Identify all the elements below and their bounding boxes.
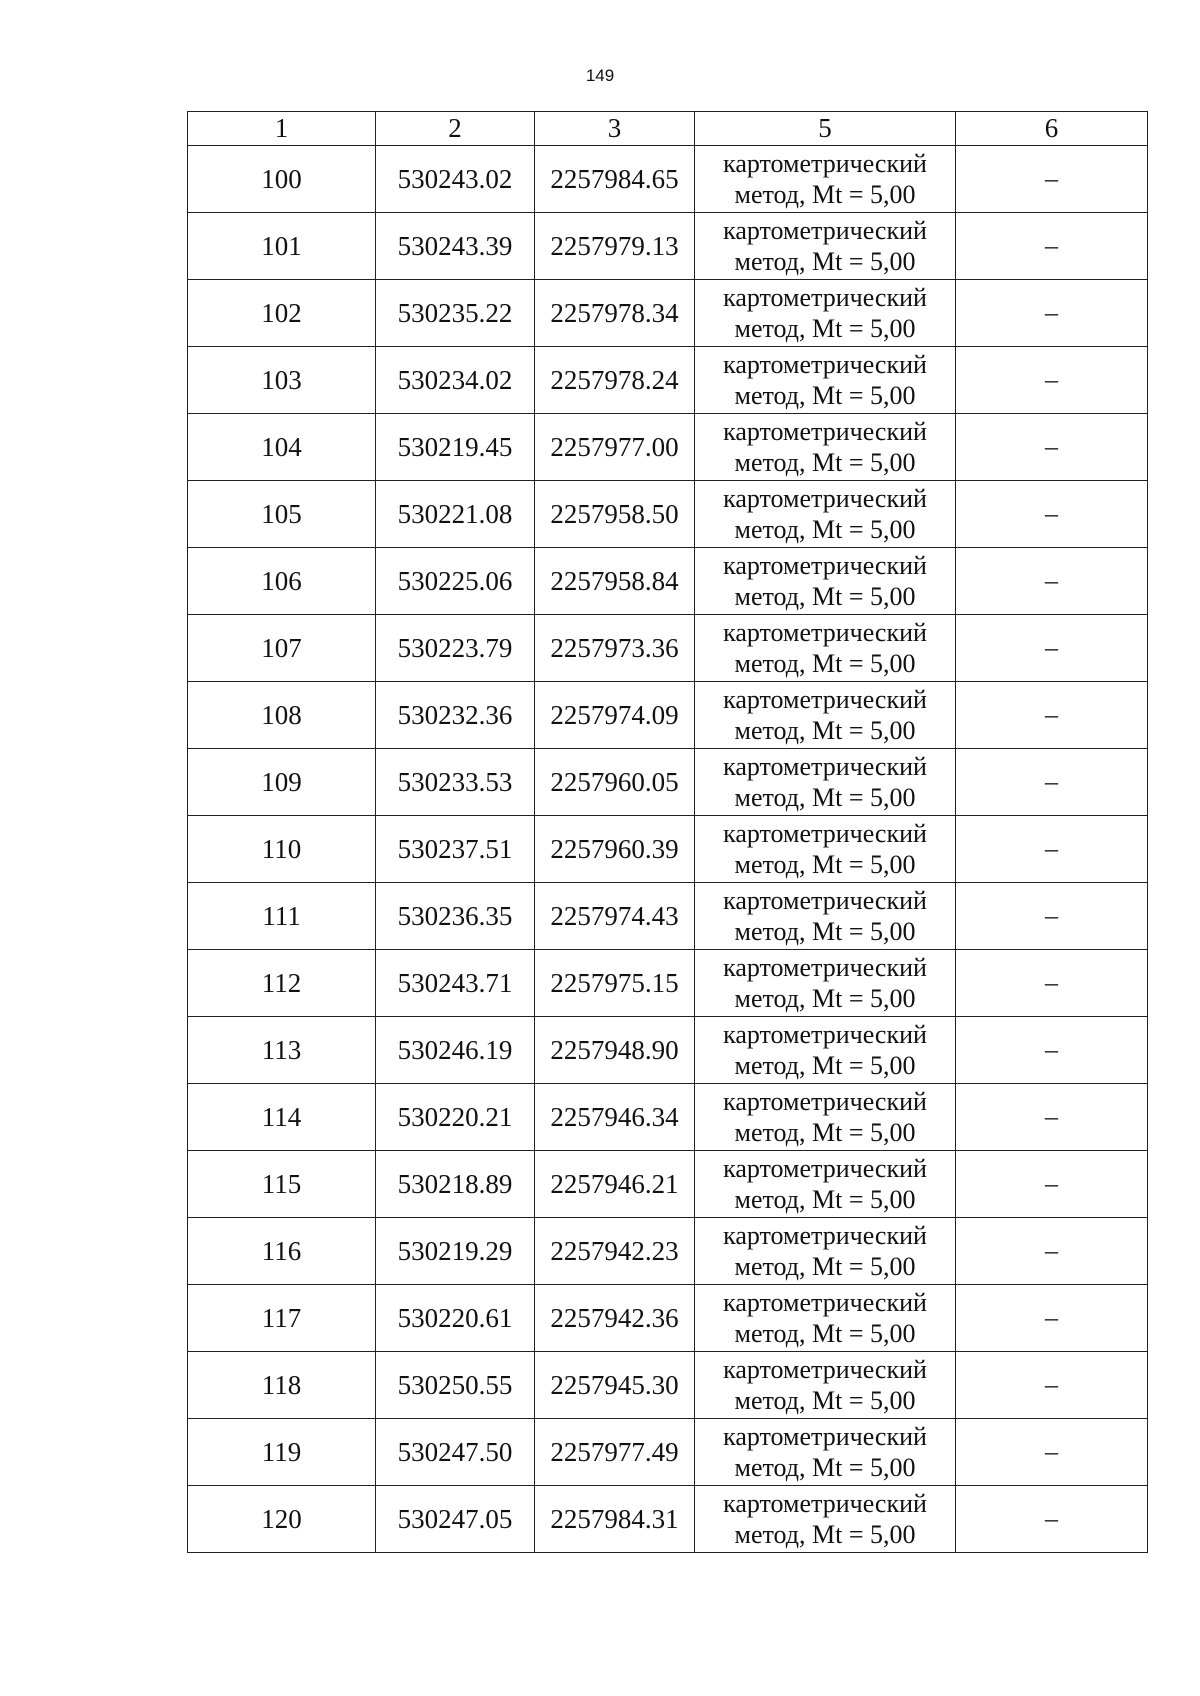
x-coordinate-cell: 530243.02 — [376, 146, 535, 213]
point-number-cell: 112 — [188, 950, 376, 1017]
method-line-1: картометрический — [723, 953, 927, 982]
point-number-cell: 120 — [188, 1486, 376, 1553]
method-line-2: метод, Mt = 5,00 — [734, 649, 916, 678]
note-cell: – — [956, 1352, 1148, 1419]
method-line-1: картометрический — [723, 819, 927, 848]
method-cell — [695, 414, 956, 481]
table-row — [188, 950, 1148, 1017]
table-row — [188, 347, 1148, 414]
table-row — [188, 749, 1148, 816]
y-coordinate-cell: 2257960.39 — [535, 816, 695, 883]
y-coordinate-cell: 2257977.00 — [535, 414, 695, 481]
y-coordinate-cell: 2257948.90 — [535, 1017, 695, 1084]
note-cell: – — [956, 950, 1148, 1017]
y-coordinate-cell: 2257984.65 — [535, 146, 695, 213]
method-line-1: картометрический — [723, 283, 927, 312]
x-coordinate-cell: 530243.39 — [376, 213, 535, 280]
note-cell: – — [956, 146, 1148, 213]
point-number-cell: 113 — [188, 1017, 376, 1084]
method-line-1: картометрический — [723, 1020, 927, 1049]
table-body — [188, 146, 1148, 1553]
x-coordinate-cell: 530233.53 — [376, 749, 535, 816]
method-cell — [695, 481, 956, 548]
x-coordinate-cell: 530247.50 — [376, 1419, 535, 1486]
table-row — [188, 682, 1148, 749]
y-coordinate-cell: 2257960.05 — [535, 749, 695, 816]
x-coordinate-cell: 530235.22 — [376, 280, 535, 347]
method-line-1: картометрический — [723, 886, 927, 915]
x-coordinate-cell: 530220.21 — [376, 1084, 535, 1151]
note-cell: – — [956, 883, 1148, 950]
method-line-1: картометрический — [723, 417, 927, 446]
method-cell — [695, 1084, 956, 1151]
method-line-2: метод, Mt = 5,00 — [734, 917, 916, 946]
x-coordinate-cell: 530247.05 — [376, 1486, 535, 1553]
y-coordinate-cell: 2257942.36 — [535, 1285, 695, 1352]
table-row — [188, 1017, 1148, 1084]
point-number-cell: 103 — [188, 347, 376, 414]
method-line-2: метод, Mt = 5,00 — [734, 1520, 916, 1549]
point-number-cell: 100 — [188, 146, 376, 213]
note-cell: – — [956, 347, 1148, 414]
header-row — [188, 112, 1148, 146]
method-line-2: метод, Mt = 5,00 — [734, 1252, 916, 1281]
y-coordinate-cell: 2257946.34 — [535, 1084, 695, 1151]
note-cell: – — [956, 749, 1148, 816]
table-header — [188, 112, 1148, 146]
point-number-cell: 110 — [188, 816, 376, 883]
x-coordinate-cell: 530219.45 — [376, 414, 535, 481]
method-line-2: метод, Mt = 5,00 — [734, 783, 916, 812]
x-coordinate-cell: 530236.35 — [376, 883, 535, 950]
method-line-1: картометрический — [723, 484, 927, 513]
table-row — [188, 816, 1148, 883]
column-header-note: 6 — [956, 112, 1148, 146]
method-line-2: метод, Mt = 5,00 — [734, 1386, 916, 1415]
coordinates-table — [187, 111, 1148, 1553]
method-line-1: картометрический — [723, 618, 927, 647]
note-cell: – — [956, 1017, 1148, 1084]
point-number-cell: 119 — [188, 1419, 376, 1486]
method-line-1: картометрический — [723, 1422, 927, 1451]
method-cell — [695, 615, 956, 682]
table-row — [188, 1285, 1148, 1352]
method-line-2: метод, Mt = 5,00 — [734, 448, 916, 477]
table-row — [188, 1218, 1148, 1285]
y-coordinate-cell: 2257973.36 — [535, 615, 695, 682]
method-line-2: метод, Mt = 5,00 — [734, 1051, 916, 1080]
method-line-1: картометрический — [723, 1355, 927, 1384]
note-cell: – — [956, 280, 1148, 347]
x-coordinate-cell: 530220.61 — [376, 1285, 535, 1352]
table-row — [188, 615, 1148, 682]
note-cell: – — [956, 213, 1148, 280]
method-cell — [695, 1419, 956, 1486]
method-line-2: метод, Mt = 5,00 — [734, 314, 916, 343]
method-line-2: метод, Mt = 5,00 — [734, 247, 916, 276]
method-line-1: картометрический — [723, 350, 927, 379]
x-coordinate-cell: 530243.71 — [376, 950, 535, 1017]
note-cell: – — [956, 1486, 1148, 1553]
table-row — [188, 481, 1148, 548]
point-number-cell: 108 — [188, 682, 376, 749]
y-coordinate-cell: 2257979.13 — [535, 213, 695, 280]
note-cell: – — [956, 481, 1148, 548]
y-coordinate-cell: 2257942.23 — [535, 1218, 695, 1285]
x-coordinate-cell: 530246.19 — [376, 1017, 535, 1084]
x-coordinate-cell: 530237.51 — [376, 816, 535, 883]
method-cell — [695, 1151, 956, 1218]
table-row — [188, 414, 1148, 481]
column-header-method: 5 — [695, 112, 956, 146]
column-header-y: 3 — [535, 112, 695, 146]
y-coordinate-cell: 2257974.09 — [535, 682, 695, 749]
page-number: 149 — [585, 66, 615, 85]
method-cell — [695, 1352, 956, 1419]
x-coordinate-cell: 530219.29 — [376, 1218, 535, 1285]
y-coordinate-cell: 2257974.43 — [535, 883, 695, 950]
method-line-2: метод, Mt = 5,00 — [734, 1185, 916, 1214]
column-header-x: 2 — [376, 112, 535, 146]
table-row — [188, 883, 1148, 950]
point-number-cell: 117 — [188, 1285, 376, 1352]
point-number-cell: 111 — [188, 883, 376, 950]
table-row — [188, 1084, 1148, 1151]
point-number-cell: 116 — [188, 1218, 376, 1285]
point-number-cell: 118 — [188, 1352, 376, 1419]
method-line-2: метод, Mt = 5,00 — [734, 1118, 916, 1147]
method-line-2: метод, Mt = 5,00 — [734, 515, 916, 544]
note-cell: – — [956, 1285, 1148, 1352]
point-number-cell: 115 — [188, 1151, 376, 1218]
x-coordinate-cell: 530223.79 — [376, 615, 535, 682]
method-line-1: картометрический — [723, 685, 927, 714]
method-line-1: картометрический — [723, 1221, 927, 1250]
method-cell — [695, 682, 956, 749]
method-cell — [695, 280, 956, 347]
point-number-cell: 106 — [188, 548, 376, 615]
table-row — [188, 280, 1148, 347]
method-line-2: метод, Mt = 5,00 — [734, 716, 916, 745]
method-line-1: картометрический — [723, 551, 927, 580]
y-coordinate-cell: 2257975.15 — [535, 950, 695, 1017]
note-cell: – — [956, 682, 1148, 749]
point-number-cell: 101 — [188, 213, 376, 280]
point-number-cell: 107 — [188, 615, 376, 682]
x-coordinate-cell: 530250.55 — [376, 1352, 535, 1419]
y-coordinate-cell: 2257958.84 — [535, 548, 695, 615]
method-line-2: метод, Mt = 5,00 — [734, 381, 916, 410]
y-coordinate-cell: 2257984.31 — [535, 1486, 695, 1553]
y-coordinate-cell: 2257946.21 — [535, 1151, 695, 1218]
table-row — [188, 1352, 1148, 1419]
table-row — [188, 146, 1148, 213]
method-cell — [695, 347, 956, 414]
method-cell — [695, 1218, 956, 1285]
y-coordinate-cell: 2257978.34 — [535, 280, 695, 347]
method-cell — [695, 816, 956, 883]
table-row — [188, 213, 1148, 280]
method-cell — [695, 548, 956, 615]
point-number-cell: 102 — [188, 280, 376, 347]
y-coordinate-cell: 2257958.50 — [535, 481, 695, 548]
note-cell: – — [956, 1419, 1148, 1486]
method-line-1: картометрический — [723, 752, 927, 781]
note-cell: – — [956, 615, 1148, 682]
point-number-cell: 109 — [188, 749, 376, 816]
point-number-cell: 114 — [188, 1084, 376, 1151]
note-cell: – — [956, 1218, 1148, 1285]
note-cell: – — [956, 548, 1148, 615]
note-cell: – — [956, 1151, 1148, 1218]
method-cell — [695, 213, 956, 280]
point-number-cell: 105 — [188, 481, 376, 548]
method-line-1: картометрический — [723, 1087, 927, 1116]
method-cell — [695, 1486, 956, 1553]
table-row — [188, 1151, 1148, 1218]
method-line-1: картометрический — [723, 216, 927, 245]
y-coordinate-cell: 2257978.24 — [535, 347, 695, 414]
y-coordinate-cell: 2257945.30 — [535, 1352, 695, 1419]
note-cell: – — [956, 1084, 1148, 1151]
table-row — [188, 548, 1148, 615]
x-coordinate-cell: 530225.06 — [376, 548, 535, 615]
method-cell — [695, 146, 956, 213]
x-coordinate-cell: 530221.08 — [376, 481, 535, 548]
method-cell — [695, 1285, 956, 1352]
table-row — [188, 1486, 1148, 1553]
method-line-2: метод, Mt = 5,00 — [734, 1319, 916, 1348]
method-cell — [695, 950, 956, 1017]
x-coordinate-cell: 530234.02 — [376, 347, 535, 414]
method-line-1: картометрический — [723, 1288, 927, 1317]
note-cell: – — [956, 414, 1148, 481]
x-coordinate-cell: 530232.36 — [376, 682, 535, 749]
column-header-point: 1 — [188, 112, 376, 146]
x-coordinate-cell: 530218.89 — [376, 1151, 535, 1218]
y-coordinate-cell: 2257977.49 — [535, 1419, 695, 1486]
method-line-1: картометрический — [723, 1154, 927, 1183]
note-cell: – — [956, 816, 1148, 883]
point-number-cell: 104 — [188, 414, 376, 481]
method-line-2: метод, Mt = 5,00 — [734, 180, 916, 209]
method-line-2: метод, Mt = 5,00 — [734, 984, 916, 1013]
method-cell — [695, 1017, 956, 1084]
method-line-1: картометрический — [723, 1489, 927, 1518]
method-line-2: метод, Mt = 5,00 — [734, 1453, 916, 1482]
method-line-1: картометрический — [723, 149, 927, 178]
method-cell — [695, 749, 956, 816]
method-line-2: метод, Mt = 5,00 — [734, 850, 916, 879]
method-cell — [695, 883, 956, 950]
method-line-2: метод, Mt = 5,00 — [734, 582, 916, 611]
table-row — [188, 1419, 1148, 1486]
